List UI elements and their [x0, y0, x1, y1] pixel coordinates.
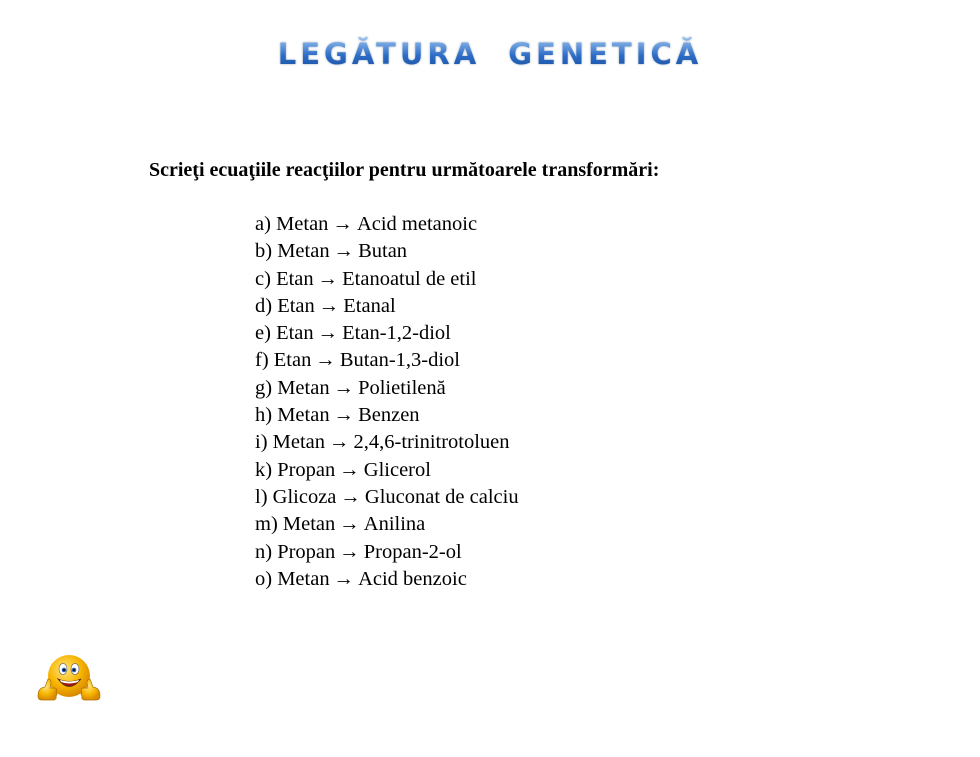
- arrow-icon: →: [317, 322, 339, 345]
- arrow-icon: →: [340, 485, 361, 508]
- arrow-icon: →: [318, 294, 340, 317]
- transformation-list: [255, 211, 519, 593]
- thumbs-up-smiley-icon: [34, 652, 104, 708]
- list-item: e) Etan → Etan-1,2-diol: [255, 322, 451, 345]
- arrow-icon: →: [339, 540, 360, 563]
- list-item: b) Metan → Butan: [255, 240, 408, 263]
- list-item: l) Glicoza → Gluconat de calciu: [255, 485, 519, 508]
- list-item: k) Propan → Glicerol: [255, 458, 431, 481]
- arrow-icon: →: [333, 376, 355, 399]
- list-item: c) Etan → Etanoatul de etil: [255, 267, 477, 290]
- list-item: n) Propan → Propan-2-ol: [255, 540, 462, 563]
- arrow-icon: →: [333, 567, 355, 590]
- arrow-icon: →: [333, 404, 355, 427]
- arrow-icon: →: [317, 267, 339, 290]
- arrow-icon: →: [329, 431, 350, 454]
- list-item: o) Metan → Acid benzoic: [255, 567, 467, 590]
- list-item: h) Metan → Benzen: [255, 404, 420, 427]
- arrow-icon: →: [333, 240, 355, 263]
- list-item: d) Etan → Etanal: [255, 294, 396, 317]
- list-item: f) Etan → Butan-1,3-diol: [255, 349, 460, 372]
- list-item: a) Metan → Acid metanoic: [255, 213, 478, 235]
- list-item: i) Metan → 2,4,6-trinitrotoluen: [255, 431, 510, 454]
- list-item: g) Metan → Polietilenă: [255, 376, 446, 399]
- arrow-icon: →: [339, 513, 360, 536]
- arrow-icon: →: [315, 349, 336, 372]
- instruction-heading: Scrieţi ecuaţiile reacţiilor pentru următoarele transformări:: [149, 159, 660, 181]
- arrow-icon: →: [332, 213, 353, 235]
- arrow-icon: →: [339, 458, 360, 481]
- list-item: m) Metan → Anilina: [255, 513, 426, 536]
- page-title: LEGĂTURA GENETICĂ: [0, 37, 980, 71]
